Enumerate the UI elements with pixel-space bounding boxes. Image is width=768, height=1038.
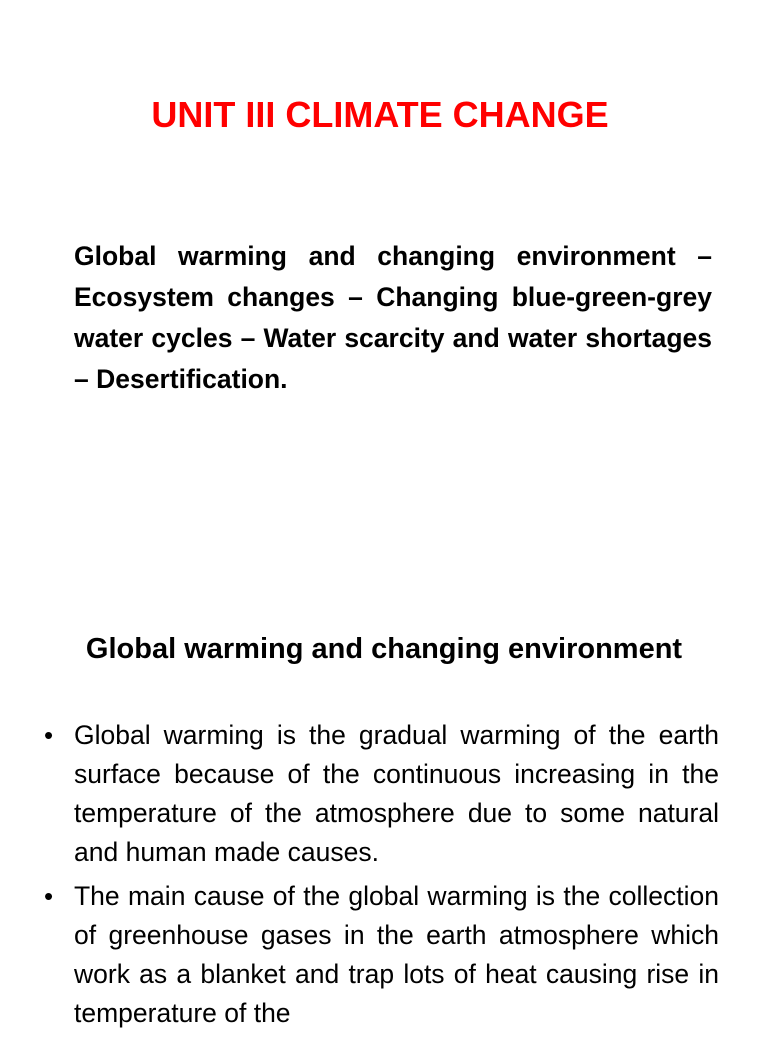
slide-global-warming	[0, 600, 768, 1028]
topics-paragraph: Global warming and changing environment – Ecosystem changes – Changing blue-green-grey water cycles – Water scarcity and water shortages – Desertification.	[74, 241, 712, 394]
bullet-list	[0, 716, 768, 1038]
section-heading: Global warming and changing environment	[85, 633, 683, 665]
bullet-dot-icon: •	[44, 720, 54, 750]
bullet-text: Global warming is the gradual warming of the earth surface because of the continuous increasing in the temperature of the atmosphere due to some natural and human made causes.	[74, 720, 719, 867]
bullet-dot-icon: •	[44, 881, 54, 911]
bullet-text: The main cause of the global warming is the collection of greenhouse gases in the earth atmosphere which work as a blanket and trap lots of heat causing rise in temperature of the	[74, 881, 719, 1028]
unit-title: UNIT III CLIMATE CHANGE	[151, 94, 609, 135]
bullet-item	[0, 877, 768, 1033]
bullet-item	[0, 716, 768, 872]
